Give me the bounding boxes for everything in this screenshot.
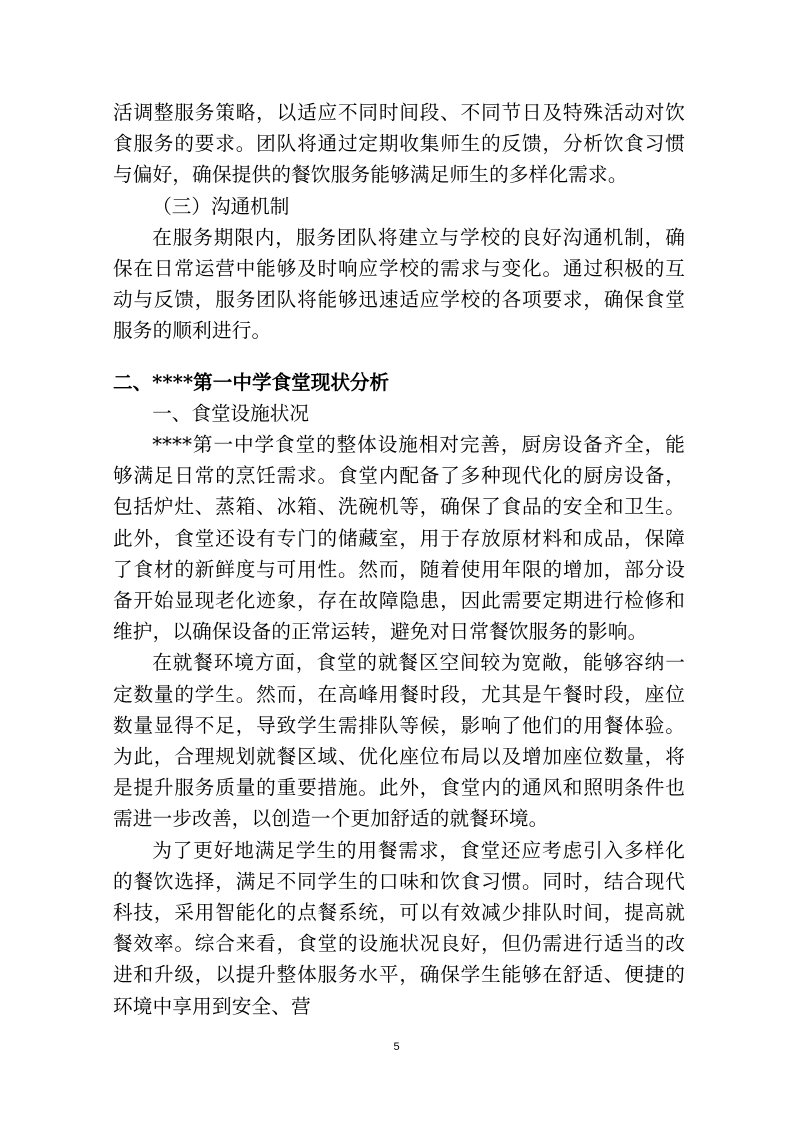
section-heading-canteen-analysis: 二、****第一中学食堂现状分析: [113, 370, 390, 394]
section-spacer: [113, 347, 685, 367]
subheading-facility-status: 一、食堂设施状况: [152, 401, 309, 425]
paragraph-continued-service-strategy: 活调整服务策略，以适应不同时间段、不同节日及特殊活动对饮食服务的要求。团队将通过定期收集师生的反馈，分析饮食习惯与偏好，确保提供的餐饮服务能够满足师生的多样化需求。: [113, 101, 685, 187]
paragraph-dining-environment: 在就餐环境方面，食堂的就餐区空间较为宽敞，能够容纳一定数量的学生。然而，在高峰用餐时段，尤其是午餐时段，座位数量显得不足，导致学生需排队等候，影响了他们的用餐体验。为此，合理规划就餐区域、优化座位布局以及增加座位数量，将是提升服务质量的重要措施。此外，食堂内的通风和照明条件也需进一步改善，以创造一个更加舒适的就餐环境。: [113, 651, 685, 831]
document-body: [113, 97, 685, 1022]
subheading-communication-mechanism: （三）沟通机制: [152, 194, 290, 218]
paragraph-diverse-options: 为了更好地满足学生的用餐需求，食堂还应考虑引入多样化的餐饮选择，满足不同学生的口味和饮食习惯。同时，结合现代科技，采用智能化的点餐系统，可以有效减少排队时间，提高就餐效率。综合来看，食堂的设施状况良好，但仍需进行适当的改进和升级，以提升整体服务水平，确保学生能够在舒适、便捷的环境中享用到安全、营: [113, 838, 685, 1018]
paragraph-communication: 在服务期限内，服务团队将建立与学校的良好沟通机制，确保在日常运营中能够及时响应学校的需求与变化。通过积极的互动与反馈，服务团队将能够迅速适应学校的各项要求，确保食堂服务的顺利进行。: [113, 225, 685, 343]
page-number: 5: [393, 1041, 400, 1053]
paragraph-facilities: ****第一中学食堂的整体设施相对完善，厨房设备齐全，能够满足日常的烹饪需求。食堂内配备了多种现代化的厨房设备，包括炉灶、蒸箱、冰箱、洗碗机等，确保了食品的安全和卫生。此外，食堂还设有专门的储藏室，用于存放原材料和成品，保障了食材的新鲜度与可用性。然而，随着使用年限的增加，部分设备开始显现老化迹象，存在故障隐患，因此需要定期进行检修和维护，以确保设备的正常运转，避免对日常餐饮服务的影响。: [113, 433, 685, 644]
